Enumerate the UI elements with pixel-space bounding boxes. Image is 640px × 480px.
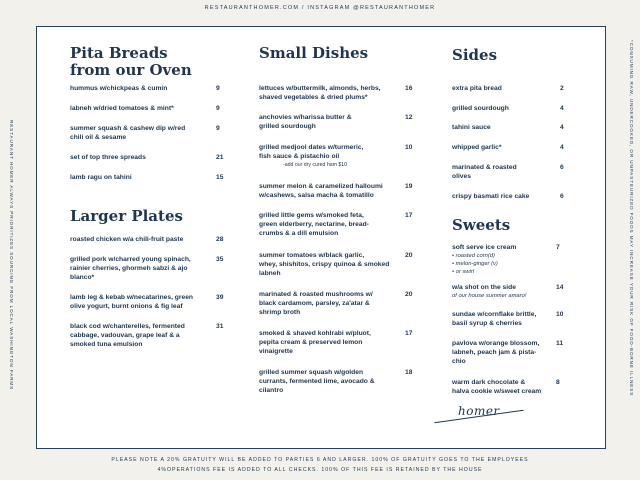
- menu-item: black cod w/chanterelles, fermented cabbage, vadouvan, grape leaf & a smoked tuna emulsion 31: [70, 323, 224, 348]
- menu-item: grilled pork w/charred young spinach, rainier cherries, ghormeh sabzi & ajo blanco* 35: [70, 256, 224, 281]
- menu-item: smoked & shaved kohlrabi w/pluot, pepita cream & preserved lemon vinaigrette 17: [259, 330, 413, 355]
- menu-item: soft serve ice cream • roasted corn(d) • melon-ginger (v) • or swirl 7: [452, 243, 567, 276]
- menu-item: set of top three spreads 21: [70, 154, 224, 161]
- header-links: RESTAURANTHOMER.COM / INSTAGRAM @RESTAURANTHOMER: [204, 5, 436, 11]
- homer-logo: homer: [458, 404, 500, 418]
- pita-section-title: Pita Breads from our Oven: [70, 44, 192, 79]
- menu-item: w/a shot on the side of our house summer amaro! 14: [452, 284, 564, 299]
- sweets-section-title: Sweets: [452, 216, 511, 234]
- menu-item: sundae w/cornflake brittle, basil syrup & cherries 10: [452, 311, 564, 327]
- menu-item: tahini sauce 4: [452, 124, 564, 131]
- menu-item: grilled sourdough 4: [452, 105, 564, 112]
- menu-item: whipped garlic* 4: [452, 144, 564, 151]
- menu-item: marinated & roasted mushrooms w/ black cardamom, parsley, za'atar & shrimp broth 20: [259, 291, 413, 316]
- larger-section-title: Larger Plates: [70, 207, 183, 225]
- menu-item: grilled summer squash w/golden currants, fermented lime, avocado & cilantro 18: [259, 369, 413, 394]
- sides-section-title: Sides: [452, 46, 498, 64]
- menu-item: hummus w/chickpeas & cumin 9: [70, 85, 220, 92]
- menu-item: lamb leg & kebab w/necatarines, green olive yogurt, burnt onions & fig leaf 39: [70, 294, 224, 310]
- menu-item: labneh w/dried tomatoes & mint* 9: [70, 105, 220, 112]
- menu-item: warm dark chocolate & halva cookie w/sweet cream 8: [452, 379, 560, 395]
- side-note-left: RESTAURANT HOMER ALWAYS PRIORITIZES SOURCING FROM LOCAL WASHINGTON FARMS: [9, 120, 14, 391]
- menu-item: grilled medjool dates w/turmeric, fish sauce & pistachio oil -add our dry cured ham $10 10: [259, 144, 413, 168]
- menu-item: anchovies w/harissa butter & grilled sourdough 12: [259, 114, 413, 130]
- small-section-title: Small Dishes: [259, 44, 369, 62]
- menu-item: crispy basmati rice cake 6: [452, 193, 564, 200]
- footer-gratuity-note: PLEASE NOTE A 20% GRATUITY WILL BE ADDED TO PARTIES 6 AND LARGER. 100% OF GRATUITY GOES TO THE EMPLOYEES: [111, 457, 529, 463]
- menu-item: summer squash & cashew dip w/red chili oil & sesame 9: [70, 125, 220, 141]
- menu-item: pavlova w/orange blossom, labneh, peach jam & pista- chio 11: [452, 340, 564, 365]
- menu-item: marinated & roasted olives 6: [452, 164, 564, 180]
- menu-item: extra pita bread 2: [452, 85, 564, 92]
- menu-item: summer tomatoes w/black garlic, whey, shishitos, crispy quinoa & smoked labneh 20: [259, 252, 413, 277]
- side-note-right: *CONSUMING RAW, UNDERCOOKED, OR UNPASTEURIZED FOODS MAY INCREASE YOUR RISK OF FOOD-BORNE ILLNESS: [629, 40, 634, 397]
- menu-item: lamb ragu on tahini 15: [70, 174, 224, 181]
- menu-item: roasted chicken w/a chili-fruit paste 28: [70, 236, 224, 243]
- flavor-option: • melon-ginger (v): [452, 261, 498, 267]
- footer-fee-note: 4%OPERATIONS FEE IS ADDED TO ALL CHECKS. 100% OF THIS FEE IS RETAINED BY THE HOUSE: [157, 467, 483, 473]
- flavor-option: • roasted corn(d): [452, 253, 495, 259]
- menu-item: lettuces w/buttermilk, almonds, herbs, shaved vegetables & dried plums* 16: [259, 85, 413, 101]
- menu-item: grilled little gems w/smoked feta, green elderberry, nectarine, bread- crumbs & a dill emulsion 17: [259, 212, 413, 237]
- flavor-option: • or swirl: [452, 269, 474, 275]
- menu-item: summer melon & caramelized halloumi w/cashews, salsa macha & tomatillo 19: [259, 183, 413, 199]
- menu-card: [36, 26, 606, 449]
